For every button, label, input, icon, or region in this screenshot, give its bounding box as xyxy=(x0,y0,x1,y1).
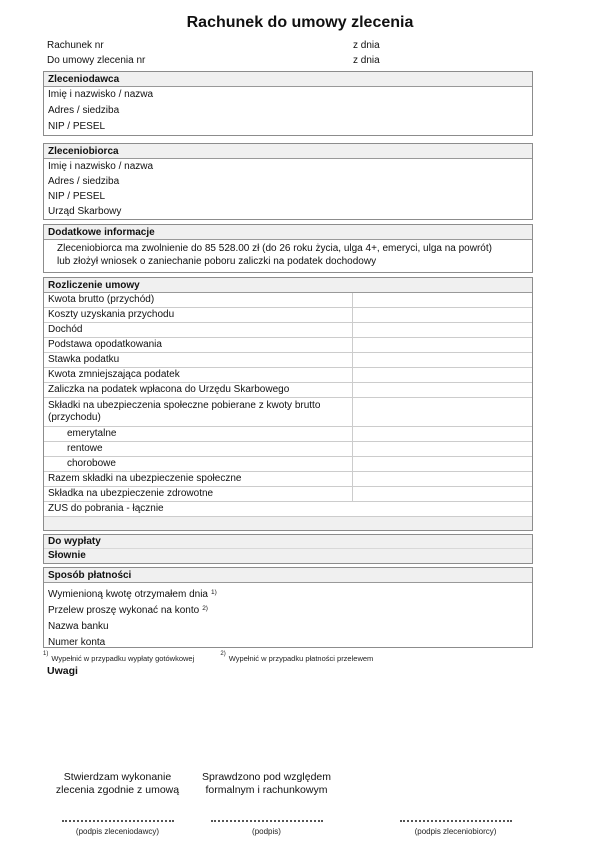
field-input-area[interactable] xyxy=(121,204,532,219)
row-label: Kwota brutto (przychód) xyxy=(44,293,353,307)
row-label: Przelew proszę wykonać na konto xyxy=(48,605,200,616)
signature-line[interactable] xyxy=(400,810,512,822)
field-input-area[interactable] xyxy=(108,631,532,645)
do-wyplaty-input-area[interactable] xyxy=(101,535,532,548)
value-cell[interactable] xyxy=(44,517,532,530)
section-header-rozliczenie: Rozliczenie umowy xyxy=(44,278,532,293)
row-label: Koszty uzyskania przychodu xyxy=(44,308,353,322)
value-cell[interactable] xyxy=(353,323,532,337)
row-chorobowe xyxy=(44,457,532,472)
field-row-urzad-skarbowy xyxy=(44,204,532,219)
value-cell[interactable] xyxy=(353,472,532,486)
field-input-area[interactable] xyxy=(105,119,532,135)
page-title: Rachunek do umowy zlecenia xyxy=(186,14,414,31)
value-cell[interactable] xyxy=(353,353,532,367)
row-zus-do-pobrania xyxy=(44,502,532,517)
signature-statement: zlecenia zgodnie z umową xyxy=(55,784,180,796)
row-przelew-na-konto: Przelew proszę wykonać na konto $^{2)}$ xyxy=(44,599,532,615)
row-label: Wymienioną kwotę otrzymałem dnia xyxy=(48,589,208,600)
row-zaliczka-na-podatek xyxy=(44,383,532,398)
field-row-nip xyxy=(44,189,532,204)
footnotes xyxy=(43,651,600,661)
value-cell[interactable] xyxy=(353,457,532,471)
section-zleceniodawca xyxy=(43,71,533,136)
slownie-input-area[interactable] xyxy=(86,549,532,563)
invoice-date-input-area[interactable] xyxy=(392,39,532,52)
row-label: ZUS do pobrania - łącznie xyxy=(48,503,164,514)
do-wyplaty-label: Do wypłaty xyxy=(48,536,101,547)
row-dochod xyxy=(44,323,532,338)
zus-value-row[interactable] xyxy=(44,517,532,530)
section-sposob-platnosci xyxy=(43,567,533,648)
section-header-dodatkowe: Dodatkowe informacje xyxy=(44,225,532,240)
row-skladka-zdrowotna xyxy=(44,487,532,502)
field-input-area[interactable] xyxy=(217,583,532,597)
section-header-zleceniobiorca: Zleceniobiorca xyxy=(44,144,532,159)
signature-podpis xyxy=(179,771,354,836)
value-cell[interactable] xyxy=(353,427,532,441)
row-label: chorobowe xyxy=(44,457,353,471)
contract-no-input-area[interactable] xyxy=(155,54,345,67)
row-numer-konta xyxy=(44,631,532,647)
row-label: rentowe xyxy=(44,442,353,456)
section-do-wyplaty xyxy=(43,534,533,564)
footnote-text: Wypełnić w przypadku wypłaty gotówkowej xyxy=(51,653,195,663)
row-label: Numer konta xyxy=(48,637,106,648)
contract-no-label: Do umowy zlecenia nr xyxy=(47,55,146,66)
field-input-area[interactable] xyxy=(119,103,532,119)
row-kwota-zmniejszajaca xyxy=(44,368,532,383)
field-input-area[interactable] xyxy=(105,189,532,204)
do-wyplaty-row xyxy=(44,535,532,549)
row-kwota-brutto xyxy=(44,293,532,308)
uwagi-input-area[interactable] xyxy=(43,677,533,757)
signature-statement xyxy=(368,771,543,784)
value-cell[interactable] xyxy=(353,442,532,456)
field-label: Imię i nazwisko / nazwa xyxy=(48,89,154,100)
signature-statement: formalnym i rachunkowym xyxy=(205,784,328,796)
footnote-2 xyxy=(220,651,374,663)
signature-zleceniobiorca xyxy=(368,771,543,836)
footnote-text: Wypełnić w przypadku płatności przelewem xyxy=(228,653,374,663)
row-label: Razem składki na ubezpieczenie społeczne xyxy=(44,472,353,486)
contract-number-row xyxy=(0,53,600,68)
row-label: Składka na ubezpieczenie zdrowotne xyxy=(44,487,353,501)
row-label: Podstawa opodatkowania xyxy=(44,338,353,352)
row-podstawa-opodatkowania xyxy=(44,338,532,353)
section-dodatkowe-informacje xyxy=(43,224,533,273)
row-stawka-podatku xyxy=(44,353,532,368)
footnote-marker: 2) xyxy=(220,651,226,657)
signature-statement: Stwierdzam wykonanie xyxy=(63,771,172,783)
section-zleceniobiorca xyxy=(43,143,533,220)
slownie-label: Słownie xyxy=(48,550,86,561)
section-header-sposob-platnosci: Sposób płatności xyxy=(44,568,532,583)
row-kwote-otrzymalem: Wymienioną kwotę otrzymałem dnia $^{1)}$ xyxy=(44,583,532,599)
invoice-date-label: z dnia xyxy=(353,40,380,51)
signature-block xyxy=(0,771,600,836)
row-label: Kwota zmniejszająca podatek xyxy=(44,368,353,382)
field-label: Imię i nazwisko / nazwa xyxy=(48,161,154,172)
row-razem-skladki xyxy=(44,472,532,487)
row-label: Zaliczka na podatek wpłacona do Urzędu Skarbowego xyxy=(44,383,353,397)
field-label: NIP / PESEL xyxy=(48,191,106,202)
field-input-area[interactable] xyxy=(119,174,532,189)
row-label: Składki na ubezpieczenia społeczne pobierane z kwoty brutto (przychodu) xyxy=(44,398,353,426)
footnote-marker: 1) xyxy=(43,651,49,657)
field-input-area[interactable] xyxy=(112,615,532,629)
signature-line[interactable] xyxy=(62,810,174,822)
value-cell[interactable] xyxy=(353,487,532,501)
row-label: emerytalne xyxy=(44,427,353,441)
contract-date-input-area[interactable] xyxy=(392,54,532,67)
value-cell[interactable] xyxy=(353,308,532,322)
signature-caption: (podpis) xyxy=(252,827,281,836)
value-cell[interactable] xyxy=(353,293,532,307)
field-input-area[interactable] xyxy=(208,599,532,613)
row-skladki-spoleczne xyxy=(44,398,532,427)
value-cell[interactable] xyxy=(353,398,532,426)
section-rozliczenie-umowy xyxy=(43,277,533,531)
row-koszty-uzyskania xyxy=(44,308,532,323)
field-label: Adres / siedziba xyxy=(48,105,120,116)
field-row-address xyxy=(44,174,532,189)
field-label: NIP / PESEL xyxy=(48,121,106,132)
invoice-no-input-area[interactable] xyxy=(155,39,345,52)
signature-statement: Sprawdzono pod względem xyxy=(202,771,331,783)
dodatkowe-informacje-text xyxy=(44,240,532,272)
value-cell[interactable] xyxy=(353,368,532,382)
contract-date-label: z dnia xyxy=(353,55,380,66)
signature-statement xyxy=(368,784,543,797)
field-row-name xyxy=(44,87,532,103)
field-input-area[interactable] xyxy=(153,159,532,174)
invoice-number-row xyxy=(0,38,600,53)
row-label: Nazwa banku xyxy=(48,621,109,632)
signature-line[interactable] xyxy=(211,810,323,822)
field-label: Adres / siedziba xyxy=(48,176,120,187)
row-label: Stawka podatku xyxy=(44,353,353,367)
field-row-address xyxy=(44,103,532,119)
section-header-zleceniodawca: Zleceniodawca xyxy=(44,72,532,87)
field-row-name xyxy=(44,159,532,174)
value-cell[interactable] xyxy=(353,338,532,352)
slownie-row xyxy=(44,549,532,563)
footnote-1 xyxy=(43,651,195,663)
row-nazwa-banku xyxy=(44,615,532,631)
row-label: Dochód xyxy=(44,323,353,337)
meta-block xyxy=(0,38,600,68)
field-label: Urząd Skarbowy xyxy=(48,206,122,217)
row-rentowe xyxy=(44,442,532,457)
field-row-nip xyxy=(44,119,532,135)
uwagi-heading: Uwagi xyxy=(47,665,78,677)
row-emerytalne xyxy=(44,427,532,442)
signature-caption: (podpis zleceniodawcy) xyxy=(75,827,160,836)
info-line: lub złożył wniosek o zaniechanie poboru zaliczki na podatek dochodowy xyxy=(57,255,377,267)
signature-caption: (podpis zleceniobiorcy) xyxy=(414,827,497,836)
info-line: Zleceniobiorca ma zwolnienie do 85 528.00 zł (do 26 roku życia, ulga 4+, emeryci, ulga na powrót) xyxy=(57,243,492,254)
invoice-no-label: Rachunek nr xyxy=(47,40,104,51)
value-cell[interactable] xyxy=(353,383,532,397)
field-input-area[interactable] xyxy=(153,87,532,103)
